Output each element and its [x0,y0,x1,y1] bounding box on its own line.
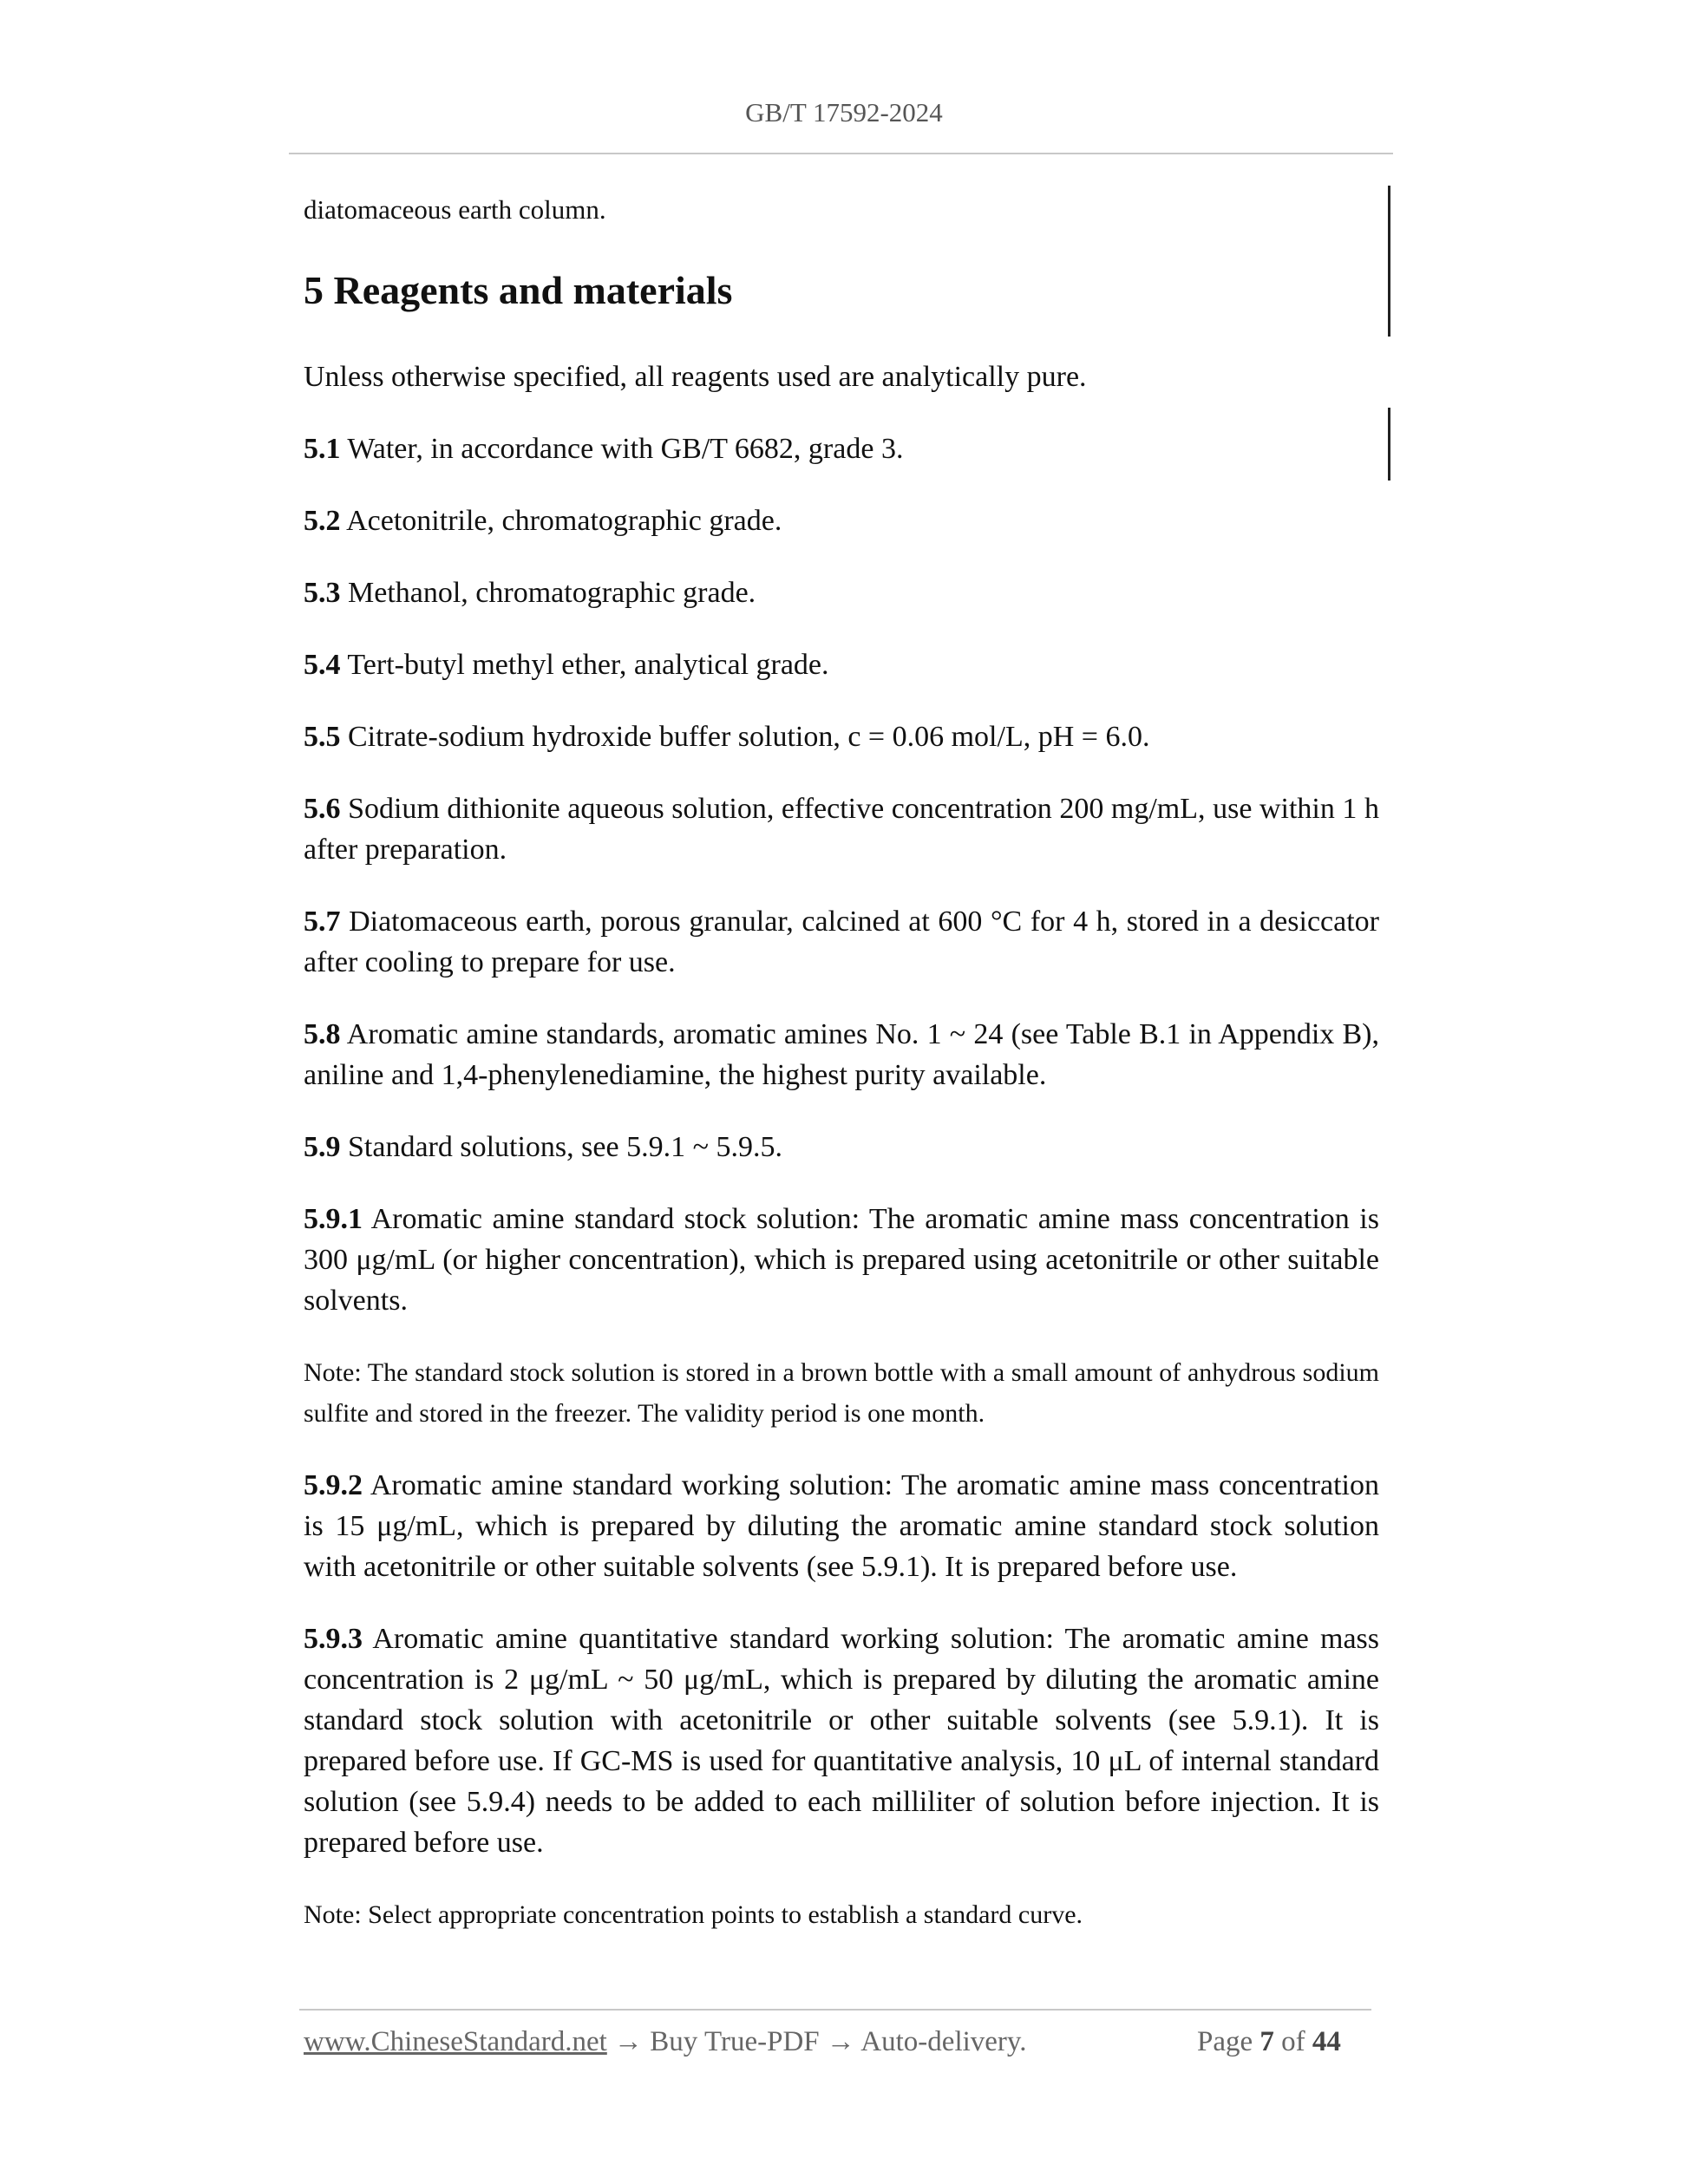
clause-5-1 [304,428,1379,469]
clause-5-7 [304,901,1379,983]
website-link[interactable]: www.ChineseStandard.net [304,2026,607,2057]
clause-5-3 [304,572,1379,613]
continuation-text: diatomaceous earth column. [304,194,606,225]
clause-text: Aromatic amine standard working solution: The aromatic amine mass concentration is 15 μg/mL, which is prepared by diluting the aromatic amine standard stock solution with acetonitrile or other suitable solvents (see 5.9.1). It is prepared before use. [304,1469,1379,1583]
clause-number: 5.7 [304,906,341,938]
clause-number: 5.6 [304,793,341,825]
clause-text: Methanol, chromatographic grade. [340,577,756,609]
clause-number: 5.2 [304,505,341,537]
clause-number: 5.1 [304,433,341,465]
clause-number: 5.9.2 [304,1469,363,1501]
clause-5-9-1 [304,1199,1379,1321]
clause-number: 5.9 [304,1131,341,1163]
header-divider [289,153,1393,154]
clause-text: Sodium dithionite aqueous solution, effective concentration 200 mg/mL, use within 1 h after preparation. [304,793,1379,866]
clause-5-4 [304,644,1379,685]
clause-text: Aromatic amine standards, aromatic amines No. 1 ~ 24 (see Table B.1 in Appendix B), aniline and 1,4-phenylenediamine, the highest purity available. [304,1018,1379,1091]
clause-text: Standard solutions, see 5.9.1 ~ 5.9.5. [340,1131,782,1163]
clause-text: Acetonitrile, chromatographic grade. [340,505,782,537]
clause-number: 5.9.1 [304,1203,363,1235]
note-paragraph: Note: Select appropriate concentration points to establish a standard curve. [304,1900,1083,1929]
intro-paragraph: Unless otherwise specified, all reagents used are analytically pure. [304,361,1087,393]
clause-5-9-2 [304,1465,1379,1587]
page-label: Page [1197,2026,1260,2057]
clause-5-9 [304,1127,1379,1167]
clause-text: Diatomaceous earth, porous granular, calcined at 600 °C for 4 h, stored in a desiccator after cooling to prepare for use. [304,906,1379,978]
footer-promo-text: → Buy True-PDF → Auto-delivery. [606,2026,1027,2057]
change-bar [1388,408,1390,481]
clause-5-2 [304,500,1379,541]
clause-text: Water, in accordance with GB/T 6682, grade 3. [340,433,904,465]
clause-number: 5.4 [304,649,341,681]
current-page: 7 [1259,2026,1274,2057]
document-body [304,189,1379,1966]
clause-number: 5.9.3 [304,1623,363,1655]
note-paragraph: Note: The standard stock solution is stored in a brown bottle with a small amount of anhydrous sodium sulfite and stored in the freezer. The validity period is one month. [304,1358,1379,1428]
clause-text: Aromatic amine standard stock solution: The aromatic amine mass concentration is 300 μg/mL (or higher concentration), which is prepared using acetonitrile or other suitable solvents. [304,1203,1379,1317]
page-number [1197,2026,1341,2058]
page-header: GB/T 17592-2024 [745,97,943,128]
clause-number: 5.8 [304,1018,341,1050]
clause-5-5 [304,716,1379,757]
change-bar [1388,186,1390,337]
clause-number: 5.3 [304,577,341,609]
footer-divider [299,2009,1371,2011]
clause-5-8 [304,1014,1379,1095]
section-heading: 5 Reagents and materials [304,268,733,312]
clause-text: Aromatic amine quantitative standard working solution: The aromatic amine mass concentration is 2 μg/mL ~ 50 μg/mL, which is prepared by diluting the aromatic amine standard stock solution with acetonitrile or other suitable solvents (see 5.9.1). It is prepared before use. If GC-MS is used for quantitative analysis, 10 μL of internal standard solution (see 5.9.4) needs to be added to each milliliter of solution before injection. It is prepared before use. [304,1623,1379,1859]
clause-text: Tert-butyl methyl ether, analytical grade. [340,649,829,681]
page-of-label: of [1273,2026,1312,2057]
footer-promo [304,2026,1027,2058]
total-pages: 44 [1312,2026,1341,2057]
clause-number: 5.5 [304,721,341,753]
clause-5-6 [304,788,1379,870]
clause-text: Citrate-sodium hydroxide buffer solution, c = 0.06 mol/L, pH = 6.0. [340,721,1150,753]
clause-5-9-3 [304,1618,1379,1863]
